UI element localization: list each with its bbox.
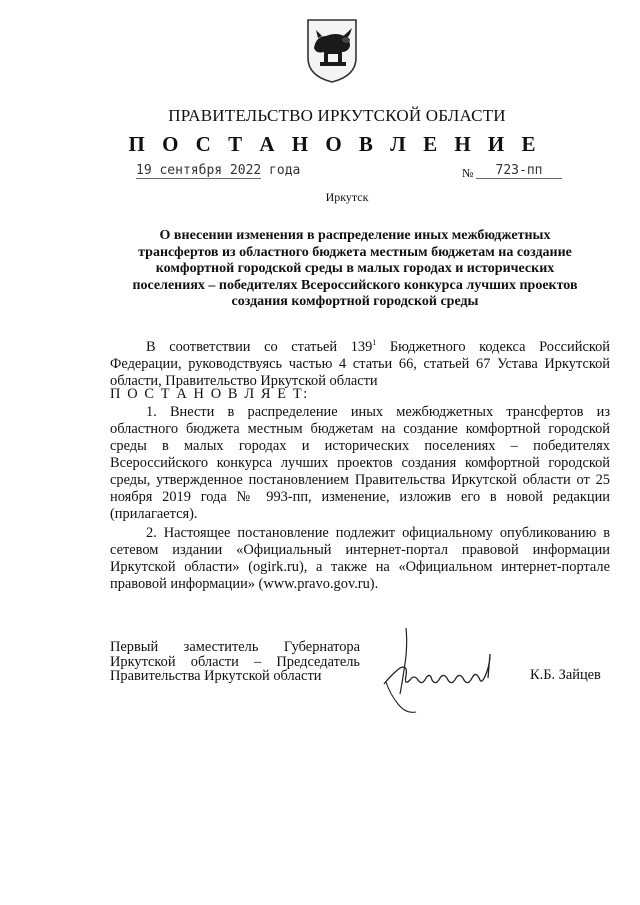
handwritten-signature (378, 624, 510, 724)
city: Иркутск (325, 190, 369, 204)
signer-position-line: Иркутской области – Председатель (110, 653, 360, 670)
document-title: О внесении изменения в распределение иных межбюджетных трансфертов из областного бюджета местным бюджетам на создание комфортной городской среды в малых городах и исторических поселениях – победителях Всероссийского конкурса лучших проектов создания комфортной городской среды (132, 228, 578, 310)
coat-of-arms-emblem (306, 18, 358, 84)
preamble-text-a: В соответствии со статьей 139 (146, 338, 373, 355)
signer-name: К.Б. Зайцев (530, 667, 601, 683)
signer-position-line: Первый заместитель Губернатора (110, 639, 360, 655)
preamble-paragraph (110, 334, 610, 390)
item-1-paragraph: 1. Внести в распределение иных межбюджетных трансфертов из областного бюджета местным бюджетам на создание комфортной городской среды в малых городах и исторических поселениях – победителях Всероссийского конкурса лучших проектов создания комфортной городской среды, утвержденное постановлением Правительства Иркутской области от 25 ноября 2019 года № 993-пп, изменение, изложив его в новой редакции (прилагается). (110, 404, 610, 522)
date-suffix: года (261, 163, 301, 178)
decree-word: П О С Т А Н О В Л Я Е Т: (110, 386, 309, 402)
signer-position (110, 640, 360, 684)
document-type: П О С Т А Н О В Л Е Н И Е (128, 132, 542, 156)
document-date (136, 163, 300, 178)
preamble-text-b: Бюджетного кодекса Российской Федерации, руководствуясь частью 4 статьи 66, статьей 67 Устава Иркутской области, Правительство Иркутской области (110, 338, 610, 389)
document-number: 723-пп (476, 163, 562, 179)
item-2-paragraph: 2. Настоящее постановление подлежит официальному опубликованию в сетевом издании «Официальный интернет-портал правовой информации Иркутской области» (ogirk.ru), а также на «Официальном интернет-портале правовой информации» (www.pravo.gov.ru). (110, 525, 610, 592)
article-superscript: 1 (372, 338, 377, 347)
number-label: № (462, 166, 474, 180)
government-name: ПРАВИТЕЛЬСТВО ИРКУТСКОЙ ОБЛАСТИ (168, 106, 506, 125)
signer-position-line: Правительства Иркутской области (110, 668, 322, 684)
date-value: 19 сентября 2022 (136, 163, 262, 178)
